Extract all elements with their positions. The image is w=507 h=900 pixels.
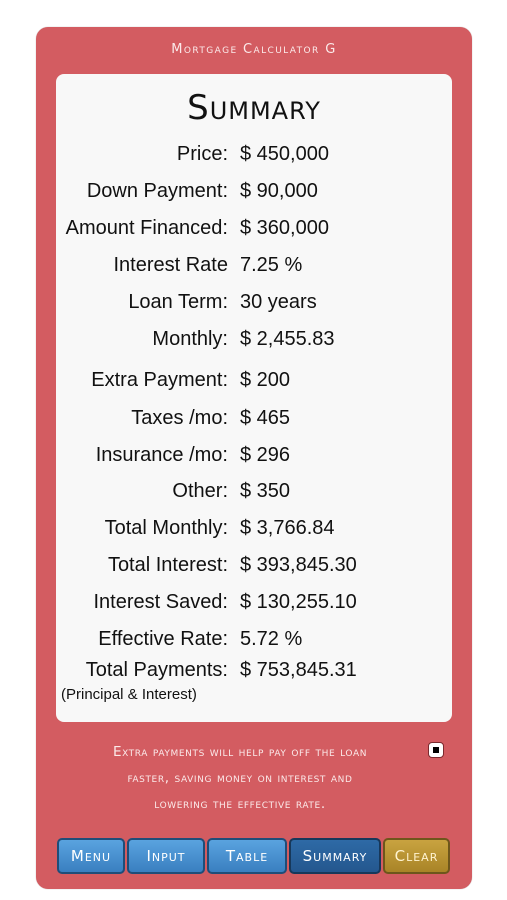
summary-row-down-payment: [56, 180, 452, 210]
summary-row-other: [56, 480, 452, 510]
row-value: $ 450,000: [240, 143, 329, 165]
row-label: Down Payment:: [86, 180, 228, 202]
row-value: $ 350: [240, 480, 291, 502]
info-line: Extra payments will help pay off the loan: [112, 744, 368, 760]
row-value: $ 296: [240, 444, 291, 466]
principal-interest-note: (Principal & Interest): [61, 686, 197, 703]
summary-row-loan-term: [56, 291, 452, 321]
clear-button[interactable]: Clear: [383, 838, 450, 874]
summary-row-interest-saved: [56, 591, 452, 621]
row-label: Total Payments:: [85, 659, 228, 681]
row-label: Price:: [176, 143, 228, 165]
info-line: faster, saving money on interest and: [127, 770, 353, 786]
row-value: $ 90,000: [240, 180, 318, 202]
row-label: Total Monthly:: [104, 517, 228, 539]
row-value: $ 360,000: [240, 217, 329, 239]
table-button[interactable]: Table: [207, 838, 287, 874]
row-value: $ 3,766.84: [240, 517, 335, 539]
row-label: Insurance /mo:: [95, 444, 228, 466]
summary-row-monthly: [56, 328, 452, 358]
input-button[interactable]: Input: [127, 838, 205, 874]
row-label: Interest Rate: [113, 254, 228, 276]
row-value: $ 393,845.30: [240, 554, 357, 576]
summary-row-amount-financed: [56, 217, 452, 247]
row-label: Extra Payment:: [91, 369, 228, 391]
summary-row-effective-rate: [56, 628, 452, 658]
row-value: $ 753,845.31: [240, 659, 357, 681]
row-label: Effective Rate:: [98, 628, 228, 650]
row-value: 7.25 %: [240, 254, 303, 276]
info-line: lowering the effective rate.: [154, 796, 326, 812]
row-value: $ 465: [240, 407, 291, 429]
summary-panel: [56, 74, 452, 722]
row-label: Interest Saved:: [93, 591, 228, 613]
summary-button[interactable]: Summary: [289, 838, 381, 874]
row-label: Total Interest:: [107, 554, 228, 576]
menu-button[interactable]: Menu: [57, 838, 125, 874]
row-value: $ 2,455.83: [240, 328, 335, 350]
row-label: Other:: [172, 480, 228, 502]
row-value: $ 130,255.10: [240, 591, 357, 613]
summary-row-price: [56, 143, 452, 173]
row-label: Taxes /mo:: [131, 407, 228, 429]
info-toggle-checkbox[interactable]: [428, 742, 444, 758]
summary-row-total-monthly: [56, 517, 452, 547]
row-label: Monthly:: [152, 328, 228, 350]
summary-row-extra-payment: [56, 369, 452, 399]
extra-payment-info: [54, 739, 426, 817]
row-value: 5.72 %: [240, 628, 303, 650]
summary-row-taxes: [56, 407, 452, 437]
app-frame: [36, 27, 472, 889]
row-value: 30 years: [240, 291, 317, 313]
page-title: Summary: [187, 88, 321, 128]
summary-row-interest-rate: [56, 254, 452, 284]
row-value: $ 200: [240, 369, 291, 391]
summary-row-total-payments: [56, 659, 452, 689]
row-label: Amount Financed:: [65, 217, 228, 239]
summary-row-total-interest: [56, 554, 452, 584]
summary-row-insurance: [56, 444, 452, 474]
app-title: Mortgage Calculator G: [171, 42, 337, 57]
row-label: Loan Term:: [128, 291, 228, 313]
